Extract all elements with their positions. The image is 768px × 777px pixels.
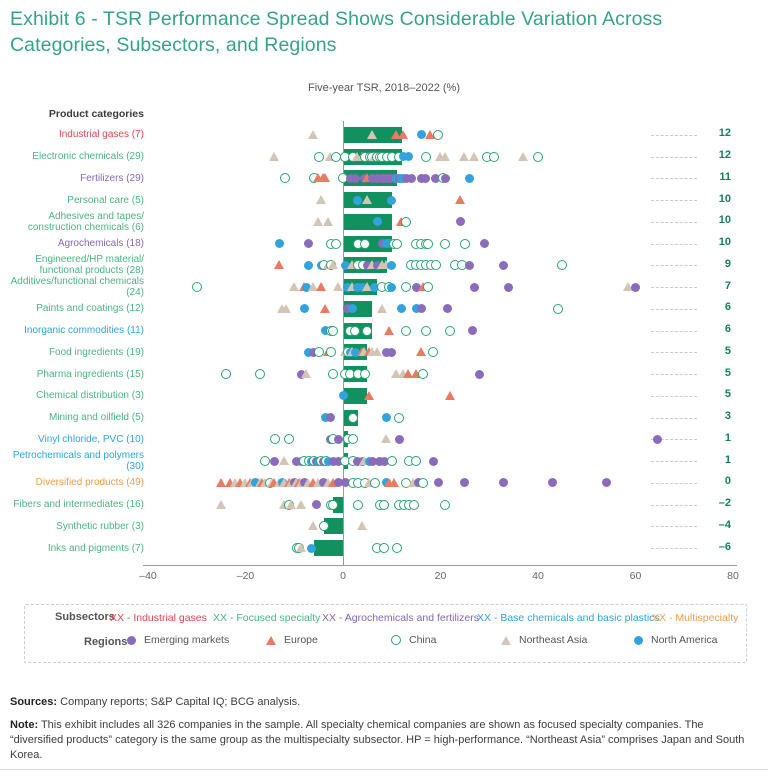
emerging-markets-marker-icon [127, 636, 136, 645]
data-point-triangle-eu [389, 478, 399, 487]
data-point-open-circle-cn [284, 434, 294, 444]
data-point-open-circle-cn [379, 500, 389, 510]
data-point-circle-na [307, 544, 316, 553]
data-point-open-circle-cn [360, 239, 370, 249]
x-tick-label: 80 [727, 570, 739, 582]
category-label: Electronic chemicals (29) [32, 151, 144, 163]
data-point-open-circle-cn [353, 500, 363, 510]
leader-line [651, 287, 697, 288]
data-point-triangle-nea [301, 369, 311, 378]
median-value: 9 [724, 257, 731, 270]
leader-line [651, 526, 697, 527]
north-america-marker-icon [634, 636, 643, 645]
data-point-triangle-eu [274, 260, 284, 269]
data-point-triangle-nea [313, 217, 323, 226]
data-point-triangle-nea [381, 434, 391, 443]
data-point-open-circle-cn [379, 543, 389, 553]
x-axis-line [143, 565, 737, 566]
category-label: Vinyl chloride, PVC (10) [38, 433, 144, 445]
data-point-triangle-nea [440, 152, 450, 161]
x-tick-label: –40 [139, 570, 157, 582]
median-value: 7 [724, 279, 731, 292]
data-point-triangle-nea [372, 347, 382, 356]
legend-region-item [501, 634, 587, 646]
x-tick-label: –20 [236, 570, 255, 582]
leader-line [651, 374, 697, 375]
median-value: –6 [718, 540, 731, 553]
data-point-open-circle-cn [348, 434, 358, 444]
data-point-circle-em [443, 304, 452, 313]
data-point-circle-em [407, 174, 416, 183]
data-point-circle-em [499, 478, 508, 487]
data-point-triangle-nea [279, 456, 289, 465]
x-tick-label: 20 [434, 570, 447, 582]
legend-region-item [634, 634, 718, 646]
data-point-open-circle-cn [331, 239, 341, 249]
data-point-triangle-eu [416, 347, 426, 356]
data-point-open-circle-cn [260, 456, 270, 466]
data-point-triangle-nea [296, 543, 306, 552]
median-value: 6 [724, 323, 731, 336]
median-value: 11 [719, 170, 731, 183]
data-point-open-circle-cn [392, 543, 402, 553]
category-label: Engineered/​HP material/​functional products (28) [35, 254, 144, 277]
data-point-triangle-eu [384, 326, 394, 335]
data-point-circle-na [387, 261, 396, 270]
data-point-circle-em [434, 478, 443, 487]
data-point-open-circle-cn [387, 456, 397, 466]
data-point-open-circle-cn [348, 413, 358, 423]
median-value: 6 [724, 301, 731, 314]
data-point-circle-em [653, 435, 662, 444]
category-label: Inks and pigments (7) [47, 542, 144, 554]
leader-line [651, 418, 697, 419]
bottom-divider [0, 769, 768, 770]
data-point-triangle-nea [269, 152, 279, 161]
data-point-open-circle-cn [360, 369, 370, 379]
legend-subsector-item: XX - Industrial gases [110, 612, 207, 624]
category-label: Industrial gases (7) [58, 129, 144, 141]
data-point-circle-em [395, 435, 404, 444]
data-point-circle-na [353, 196, 362, 205]
northeast-asia-marker-icon [501, 636, 511, 645]
leader-line [651, 505, 697, 506]
category-label: Inorganic commodities (11) [24, 325, 144, 337]
data-point-circle-na [387, 283, 396, 292]
median-value: 1 [724, 431, 731, 444]
leader-line [651, 200, 697, 201]
median-value: 1 [724, 453, 731, 466]
data-point-open-circle-cn [418, 369, 428, 379]
data-point-circle-na [275, 239, 284, 248]
legend-subsectors-label: Subsectors [55, 611, 115, 623]
data-point-triangle-nea [316, 195, 326, 204]
data-point-open-circle-cn [557, 260, 567, 270]
data-point-open-circle-cn [362, 326, 372, 336]
exhibit-title: Exhibit 6 - TSR Performance Spread Shows Considerable Variation Across Categories, Subsectors, and Regions [10, 8, 663, 56]
legend-region-item [391, 634, 436, 646]
median-value: 10 [718, 214, 731, 227]
data-point-triangle-nea [289, 282, 299, 291]
median-bar [343, 214, 392, 230]
data-point-triangle-nea [308, 130, 318, 139]
data-point-triangle-nea [286, 500, 296, 509]
data-point-triangle-nea [333, 282, 343, 291]
legend-region-label: Northeast Asia [519, 634, 588, 646]
note-text: This exhibit includes all 326 companies in the sample. All specialty chemical companies are shown as focused specialty companies. The “diversified products” category is the same group as the multispecialty subsector. HP = high-performance. “Northeast Asia” comprises Japan and South Korea. [10, 719, 745, 761]
median-value: –2 [718, 497, 731, 510]
data-point-circle-em [470, 283, 479, 292]
median-value: 10 [718, 236, 731, 249]
data-point-circle-em [480, 239, 489, 248]
data-point-triangle-nea [323, 217, 333, 226]
data-point-open-circle-cn [433, 130, 443, 140]
sources-text: Company reports; S&P Capital IQ; BCG analysis. [57, 696, 301, 708]
data-point-circle-na [417, 130, 426, 139]
data-point-circle-em [548, 478, 557, 487]
data-point-circle-em [351, 174, 360, 183]
category-label: Fibers and intermediates (16) [13, 499, 144, 511]
category-label: Adhesives and tapes/​construction chemicals (6) [27, 210, 144, 233]
data-point-open-circle-cn [533, 152, 543, 162]
data-point-open-circle-cn [440, 239, 450, 249]
legend-regions-label: Regions [84, 636, 128, 648]
median-value: 5 [724, 344, 731, 357]
chart-subtitle: Five-year TSR, 2018–2022 (%) [307, 82, 461, 94]
leader-line [651, 331, 697, 332]
data-point-triangle-nea [308, 521, 318, 530]
data-point-circle-em [304, 239, 313, 248]
data-point-circle-na [304, 261, 313, 270]
data-point-triangle-nea [459, 152, 469, 161]
median-value: 12 [718, 127, 731, 140]
data-point-triangle-eu [320, 304, 330, 313]
legend-region-item [127, 634, 229, 646]
data-point-circle-em [312, 500, 321, 509]
data-point-open-circle-cn [411, 456, 421, 466]
sources-line [10, 695, 758, 710]
data-point-triangle-eu [216, 478, 226, 487]
leader-line [651, 483, 697, 484]
median-value: 12 [718, 149, 731, 162]
leader-line [651, 244, 697, 245]
category-label: Petrochemicals and polymers (30) [12, 450, 144, 473]
data-point-open-circle-cn [392, 239, 402, 249]
leader-line [651, 178, 697, 179]
median-value: 5 [724, 388, 731, 401]
data-point-open-circle-cn [280, 173, 290, 183]
data-point-open-circle-cn [328, 369, 338, 379]
data-point-open-circle-cn [489, 152, 499, 162]
data-point-open-circle-cn [409, 500, 419, 510]
data-point-open-circle-cn [460, 239, 470, 249]
data-point-circle-em [421, 174, 430, 183]
legend-subsector-item: XX - Agrochemicals and fertilizers [322, 612, 479, 624]
legend-region-label: North America [651, 634, 718, 646]
leader-line [651, 461, 697, 462]
leader-line [651, 157, 697, 158]
data-point-circle-na [387, 196, 396, 205]
data-point-circle-em [602, 478, 611, 487]
category-label: Pharma ingredients (15) [36, 368, 144, 380]
category-label: Food ingredients (19) [48, 346, 144, 358]
data-point-open-circle-cn [423, 239, 433, 249]
leader-line [651, 352, 697, 353]
data-point-circle-na [465, 174, 474, 183]
data-point-open-circle-cn [326, 347, 336, 357]
median-value: 3 [724, 410, 731, 423]
data-point-triangle-eu [320, 173, 330, 182]
note-line [10, 718, 758, 763]
data-point-open-circle-cn [401, 326, 411, 336]
data-point-circle-em [465, 261, 474, 270]
data-point-open-circle-cn [418, 478, 428, 488]
data-point-triangle-nea [362, 195, 372, 204]
legend-region-label: Europe [284, 634, 318, 646]
data-point-open-circle-cn [421, 326, 431, 336]
data-point-open-circle-cn [255, 369, 265, 379]
category-label: Fertilizers (29) [80, 172, 144, 184]
category-label: Synthetic rubber (3) [56, 520, 144, 532]
legend-subsector-item: XX - Base chemicals and basic plastics [477, 612, 660, 624]
median-value: 10 [718, 192, 731, 205]
category-label: Paints and coatings (12) [36, 303, 144, 315]
median-value: –4 [718, 518, 731, 531]
data-point-open-circle-cn [428, 347, 438, 357]
note-label: Note: [10, 719, 39, 731]
legend-region-label: China [409, 634, 437, 646]
x-tick-label: 0 [340, 570, 346, 582]
leader-line [651, 135, 697, 136]
europe-marker-icon [266, 636, 276, 645]
data-point-triangle-eu [455, 195, 465, 204]
data-point-circle-em [417, 304, 426, 313]
data-point-triangle-eu [398, 130, 408, 139]
data-point-open-circle-cn [401, 282, 411, 292]
data-point-open-circle-cn [350, 326, 360, 336]
data-point-triangle-nea [518, 152, 528, 161]
data-point-open-circle-cn [440, 500, 450, 510]
median-value: 5 [724, 366, 731, 379]
data-point-circle-em [387, 348, 396, 357]
data-point-circle-em [441, 174, 450, 183]
legend-subsector-item: XX - Multispecialty [652, 612, 739, 624]
data-point-circle-na [373, 217, 382, 226]
x-tick-label: 60 [629, 570, 642, 582]
category-label: Additives/​functional chemicals (24) [10, 276, 144, 299]
product-categories-header: Product categories [48, 108, 144, 120]
data-point-triangle-nea [377, 304, 387, 313]
data-point-open-circle-cn [431, 260, 441, 270]
data-point-open-circle-cn [553, 304, 563, 314]
data-point-circle-na [382, 413, 391, 422]
data-point-open-circle-cn [328, 500, 338, 510]
data-point-circle-em [468, 326, 477, 335]
data-point-triangle-nea [216, 500, 226, 509]
data-point-circle-em [631, 283, 640, 292]
data-point-circle-em [504, 283, 513, 292]
data-point-open-circle-cn [370, 478, 380, 488]
legend-region-label: Emerging markets [144, 634, 230, 646]
data-point-triangle-nea [357, 521, 367, 530]
china-marker-icon [391, 635, 401, 645]
category-label: Chemical distribution (3) [36, 390, 144, 402]
data-point-open-circle-cn [423, 282, 433, 292]
data-point-open-circle-cn [314, 152, 324, 162]
category-label: Diversified products (49) [35, 477, 144, 489]
data-point-circle-na [339, 391, 348, 400]
data-point-open-circle-cn [270, 434, 280, 444]
sources-label: Sources: [10, 696, 58, 708]
leader-line [651, 309, 697, 310]
category-label: Agrochemicals (18) [57, 238, 144, 250]
data-point-open-circle-cn [445, 326, 455, 336]
median-bar [314, 540, 343, 556]
data-point-circle-em [456, 217, 465, 226]
data-point-circle-em [326, 413, 335, 422]
data-point-open-circle-cn [192, 282, 202, 292]
legend-subsector-item: XX - Focused specialty [213, 612, 321, 624]
data-point-triangle-nea [469, 152, 479, 161]
data-point-triangle-nea [281, 304, 291, 313]
data-point-open-circle-cn [401, 217, 411, 227]
data-point-triangle-nea [367, 130, 377, 139]
data-point-circle-em [460, 478, 469, 487]
data-point-circle-em [499, 261, 508, 270]
median-value: 0 [724, 475, 731, 488]
footer [10, 695, 758, 763]
data-point-circle-em [475, 370, 484, 379]
data-point-circle-na [404, 152, 413, 161]
data-point-open-circle-cn [421, 152, 431, 162]
category-label: Personal care (5) [67, 194, 144, 206]
data-point-circle-em [429, 457, 438, 466]
data-point-open-circle-cn [328, 326, 338, 336]
data-point-open-circle-cn [394, 413, 404, 423]
data-point-triangle-eu [316, 282, 326, 291]
data-point-circle-na [397, 304, 406, 313]
data-point-open-circle-cn [331, 152, 341, 162]
data-point-triangle-eu [364, 391, 374, 400]
leader-line [651, 265, 697, 266]
data-point-circle-em [270, 457, 279, 466]
data-point-open-circle-cn [221, 369, 231, 379]
data-point-circle-em [334, 435, 343, 444]
legend-region-item [266, 634, 318, 646]
x-tick-label: 40 [532, 570, 544, 582]
leader-line [651, 396, 697, 397]
zero-axis-line [343, 121, 344, 566]
data-point-triangle-nea [296, 500, 306, 509]
data-point-triangle-nea [328, 260, 338, 269]
category-label: Mining and oilfield (5) [48, 412, 144, 424]
data-point-triangle-eu [445, 391, 455, 400]
data-point-open-circle-cn [319, 521, 329, 531]
leader-line [651, 548, 697, 549]
leader-line [651, 222, 697, 223]
data-point-circle-na [300, 304, 309, 313]
